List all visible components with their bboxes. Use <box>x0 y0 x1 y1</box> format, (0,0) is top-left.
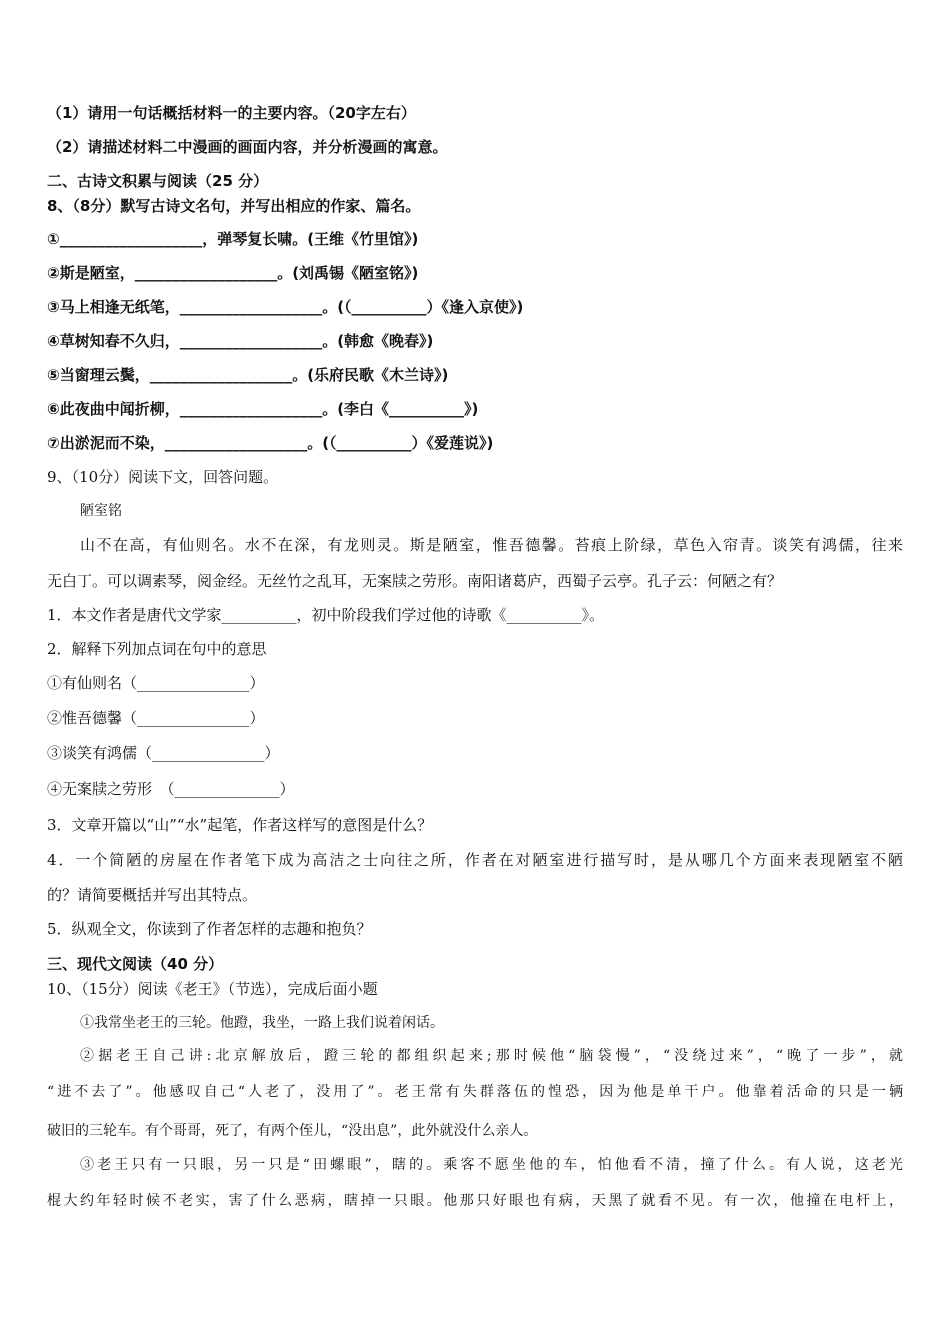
section-heading-3: 三、现代文阅读（40 分） <box>47 955 224 973</box>
essay-body-line-1: 山不在高，有仙则名。水不在深，有龙则灵。斯是陋室，惟吾德馨。苔痕上阶绿，草色入帘青。谈笑有鸿儒，往来 <box>80 536 903 554</box>
passage-paragraph-2-line-1: ②据老王自己讲:北京解放后，蹬三轮的都组织起来;那时候他“脑袋慢”，“没绕过来”，“晚了一步”，就 <box>80 1048 903 1064</box>
question-1: （1）请用一句话概括材料一的主要内容。（20字左右） <box>47 104 416 122</box>
passage-paragraph-2-line-3: 破旧的三轮车。有个哥哥，死了，有两个侄儿，“没出息”，此外就没什么亲人。 <box>47 1123 538 1139</box>
poem-fill-1: ①___________________，弹琴复长啸。(王维《竹里馆》) <box>47 230 419 248</box>
essay-body-line-2: 无白丁。可以调素琴，阅金经。无丝竹之乱耳，无案牍之劳形。南阳诸葛庐，西蜀子云亭。孔子云：何陋之有？ <box>47 572 783 590</box>
subquestion-4-line-1: 4．一个简陋的房屋在作者笔下成为高洁之士向往之所，作者在对陋室进行描写时，是从哪几个方面来表现陋室不陋 <box>47 851 903 869</box>
question-2: （2）请描述材料二中漫画的画面内容，并分析漫画的寓意。 <box>47 138 448 156</box>
subquestion-3: 3．文章开篇以“山”“水”起笔，作者这样写的意图是什么？ <box>47 816 433 834</box>
passage-paragraph-2-line-2: “进不去了”。他感叹自己“人老了，没用了”。老王常有失群落伍的惶恐，因为他是单干户。他靠着活命的只是一辆 <box>47 1084 903 1100</box>
subquestion-2d: ④无案牍之劳形 （______________） <box>47 780 295 798</box>
question-10: 10、（15分）阅读《老王》（节选），完成后面小题 <box>47 980 378 998</box>
subquestion-4-line-2: 的？请简要概括并写出其特点。 <box>47 886 258 904</box>
question-8: 8、（8分）默写古诗文名句，并写出相应的作家、篇名。 <box>47 197 421 215</box>
section-heading-2: 二、古诗文积累与阅读（25 分） <box>47 172 269 190</box>
poem-fill-5: ⑤当窗理云鬓，___________________。(乐府民歌《木兰诗》) <box>47 366 449 384</box>
subquestion-5: 5．纵观全文，你读到了作者怎样的志趣和抱负？ <box>47 920 372 938</box>
poem-fill-2: ②斯是陋室，___________________。(刘禹锡《陋室铭》) <box>47 264 419 282</box>
passage-paragraph-3-line-1: ③老王只有一只眼，另一只是“田螺眼”，瞎的。乘客不愿坐他的车，怕他看不清，撞了什么。有人说，这老光 <box>80 1157 903 1173</box>
subquestion-2c: ③谈笑有鸿儒（_______________） <box>47 744 280 762</box>
poem-fill-7: ⑦出淤泥而不染，___________________。(（__________）《爱莲说》) <box>47 434 494 452</box>
essay-title: 陋室铭 <box>80 503 122 519</box>
subquestion-2b: ②惟吾德馨（_______________） <box>47 709 265 727</box>
question-9: 9、（10分）阅读下文，回答问题。 <box>47 468 279 486</box>
subquestion-1: 1．本文作者是唐代文学家__________，初中阶段我们学过他的诗歌《__________》。 <box>47 606 605 624</box>
subquestion-2: 2．解释下列加点词在句中的意思 <box>47 640 267 658</box>
poem-fill-4: ④草树知春不久归，___________________。(韩愈《晚春》) <box>47 332 434 350</box>
passage-paragraph-1: ①我常坐老王的三轮。他蹬，我坐，一路上我们说着闲话。 <box>80 1015 444 1031</box>
poem-fill-3: ③马上相逢无纸笔，___________________。(（__________）《逢入京使》) <box>47 298 524 316</box>
poem-fill-6: ⑥此夜曲中闻折柳，___________________。(李白《__________》) <box>47 400 479 418</box>
passage-paragraph-3-line-2: 棍大约年轻时候不老实，害了什么恶病，瞎掉一只眼。他那只好眼也有病，天黑了就看不见。有一次，他撞在电杆上， <box>47 1193 903 1209</box>
subquestion-2a: ①有仙则名（_______________） <box>47 674 265 692</box>
